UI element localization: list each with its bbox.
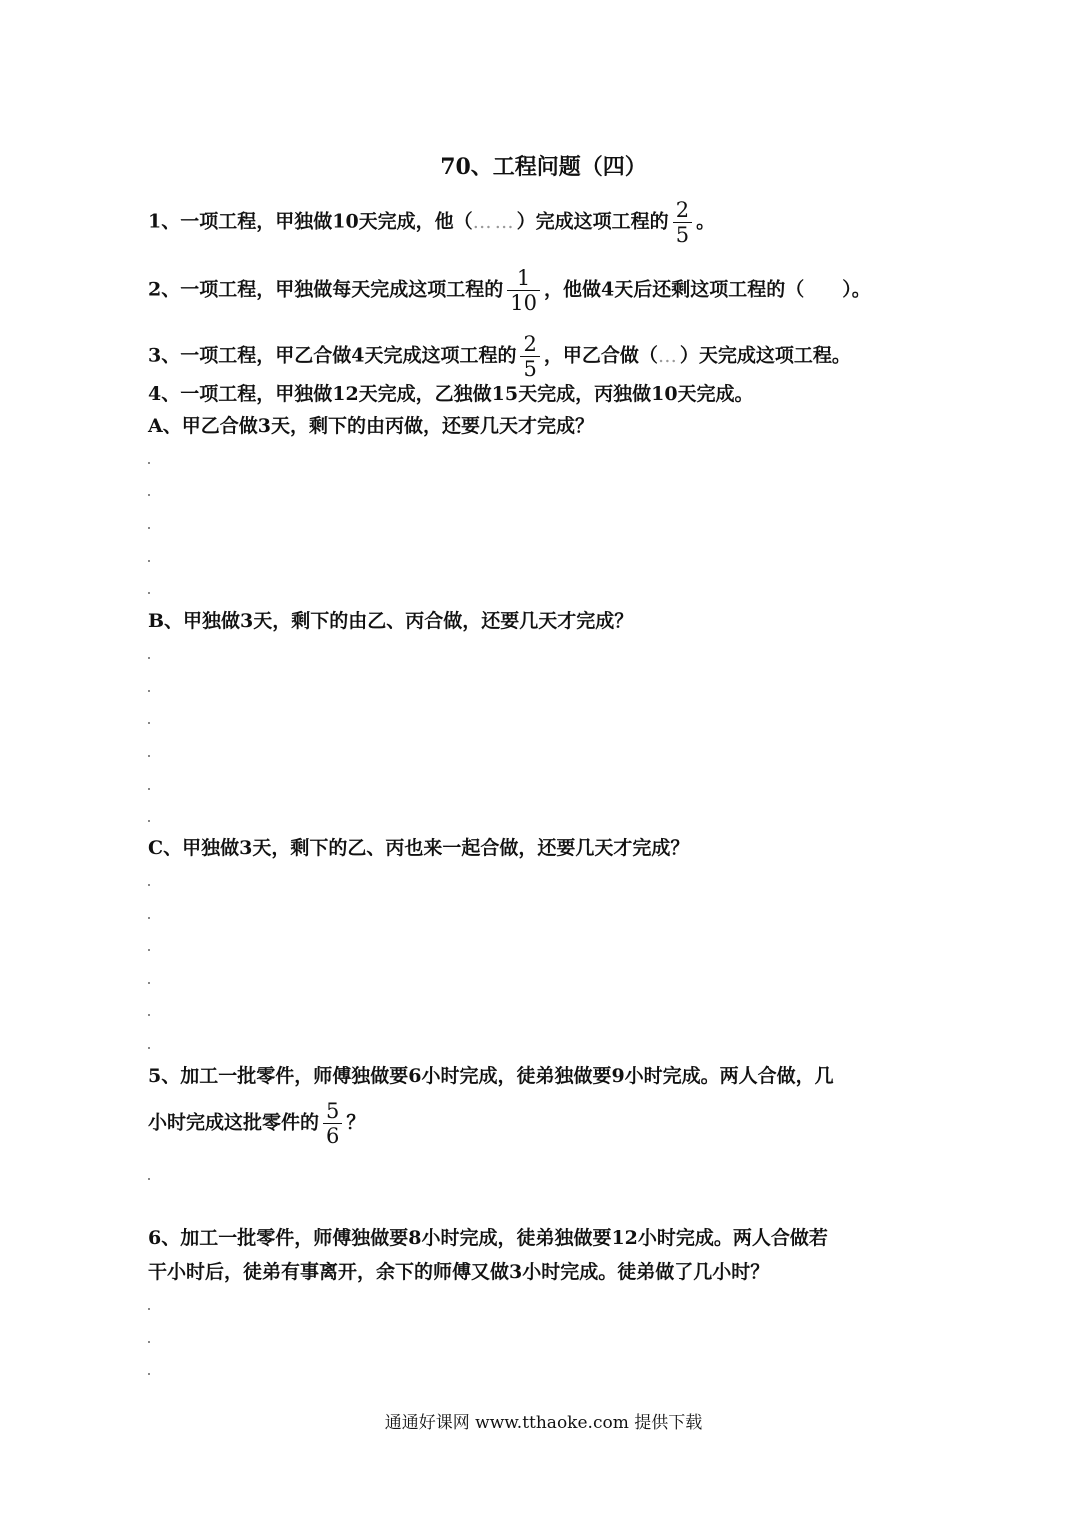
q1-text-b: ）完成这项工程的 (516, 210, 669, 233)
q3-text-b: ，甲乙合做（ (543, 344, 658, 367)
q2-fraction (507, 266, 540, 315)
q3-frac-den: 5 (523, 357, 537, 381)
q1-frac-den: 5 (675, 223, 690, 247)
question-2 (148, 266, 871, 315)
question-3 (148, 332, 851, 381)
q5-frac-den: 6 (326, 1124, 340, 1148)
question-5-line2 (148, 1099, 365, 1148)
q1-fraction (673, 198, 692, 247)
question-5-line1: 5、加工一批零件，师傅独做要6小时完成，徒弟独做要9小时完成。两人合做，几 (148, 1065, 834, 1087)
q2-text-a: 2、一项工程，甲独做每天完成这项工程的 (148, 278, 504, 301)
q5-fraction (323, 1099, 342, 1148)
page-title: 70、工程问题（四） (440, 154, 647, 180)
q1-blank: …… (472, 210, 517, 233)
q3-frac-num: 2 (523, 332, 537, 356)
question-4a: A、甲乙合做3天，剩下的由丙做，还要几天才完成？ (148, 415, 594, 437)
question-4c: C、甲独做3天，剩下的乙、丙也来一起合做，还要几天才完成？ (148, 837, 690, 859)
q1-text-a: 1、一项工程，甲独做10天完成，他（ (148, 210, 473, 233)
q3-text-c: ）天完成这项工程。 (679, 344, 851, 367)
q1-frac-num: 2 (675, 198, 690, 222)
q5-text-a: 小时完成这批零件的 (148, 1111, 320, 1134)
q2-frac-den: 10 (510, 291, 537, 315)
q3-text-a: 3、一项工程，甲乙合做4天完成这项工程的 (148, 344, 517, 367)
q5-text-b: ？ (346, 1111, 366, 1134)
q3-blank: … (657, 344, 680, 367)
question-1 (148, 198, 715, 247)
footer-credit: 通通好课网 www.tthaoke.com 提供下载 (384, 1413, 703, 1433)
q2-text-b: ，他做4天后还剩这项工程的（ ）。 (543, 278, 871, 301)
q2-frac-num: 1 (516, 266, 531, 290)
question-4b: B、甲独做3天，剩下的由乙、丙合做，还要几天才完成？ (148, 610, 634, 632)
question-4: 4、一项工程，甲独做12天完成，乙独做15天完成，丙独做10天完成。 (148, 383, 754, 405)
q5-frac-num: 5 (326, 1099, 340, 1123)
q1-text-c: 。 (696, 210, 716, 233)
question-6-line2: 干小时后，徒弟有事离开，余下的师傅又做3小时完成。徒弟做了几小时？ (148, 1261, 770, 1283)
question-6-line1: 6、加工一批零件，师傅独做要8小时完成，徒弟独做要12小时完成。两人合做若 (148, 1227, 828, 1249)
q3-fraction (520, 332, 539, 381)
